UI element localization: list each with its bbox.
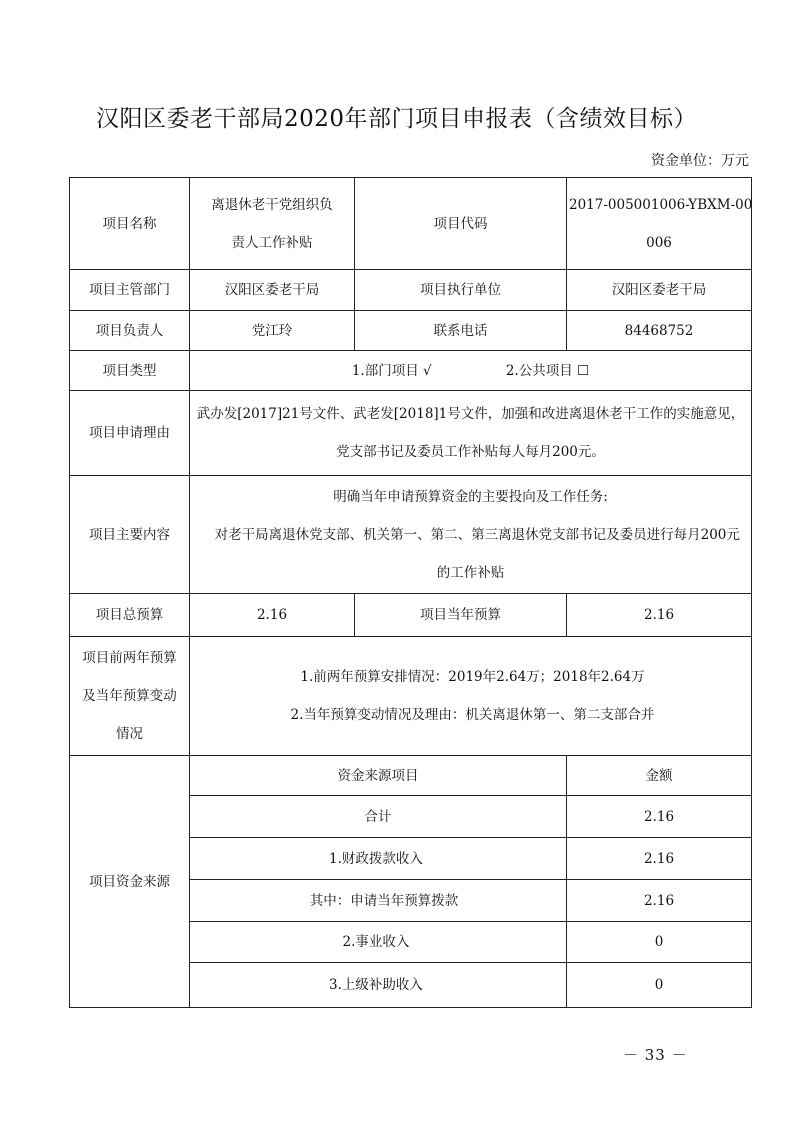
dept-value: 汉阳区委老干局 bbox=[190, 270, 355, 311]
budget-change-line1: 1.前两年预算安排情况：2019年2.64万；2018年2.64万 bbox=[300, 669, 645, 685]
budget-change-label bbox=[70, 637, 190, 756]
content-line2: 对老干局离退休党支部、机关第一、第二、第三离退休党支部书记及委员进行每月200元的工作补贴 bbox=[214, 526, 740, 581]
budget-change-label-line1: 项目前两年预算 bbox=[82, 650, 177, 666]
year-budget-label: 项目当年预算 bbox=[355, 594, 567, 637]
reason-text: 武办发[2017]21号文件、武老发[2018]1号文件，加强和改进离退休老干工作的实施意见，党支部书记及委员工作补贴每人每月200元。 bbox=[190, 391, 752, 476]
table-row bbox=[70, 391, 752, 476]
budget-change-text bbox=[190, 637, 752, 756]
reason-label: 项目申请理由 bbox=[70, 391, 190, 476]
phone-value: 84468752 bbox=[567, 311, 752, 351]
project-name-value bbox=[190, 178, 355, 270]
project-code-label: 项目代码 bbox=[355, 178, 567, 270]
funding-item-name: 2.事业收入 bbox=[190, 922, 567, 963]
budget-change-label-line3: 情况 bbox=[116, 726, 143, 742]
funding-item-name: 3.上级补助收入 bbox=[190, 963, 567, 1008]
funding-item-amount: 2.16 bbox=[567, 796, 752, 838]
total-budget-value: 2.16 bbox=[190, 594, 355, 637]
funding-item-amount: 0 bbox=[567, 922, 752, 963]
project-type-label: 项目类型 bbox=[70, 351, 190, 391]
table-row bbox=[70, 311, 752, 351]
funding-item-amount: 2.16 bbox=[567, 880, 752, 922]
owner-label: 项目负责人 bbox=[70, 311, 190, 351]
exec-unit-label: 项目执行单位 bbox=[355, 270, 567, 311]
funding-item-name: 1.财政拨款收入 bbox=[190, 838, 567, 880]
content-label: 项目主要内容 bbox=[70, 476, 190, 594]
budget-change-line2: 2.当年预算变动情况及理由：机关离退休第一、第二支部合并 bbox=[290, 707, 655, 723]
project-name-line2: 责人工作补贴 bbox=[231, 234, 313, 251]
table-row bbox=[70, 351, 752, 391]
page-number: － 33 － bbox=[623, 1046, 688, 1064]
project-application-table bbox=[69, 177, 752, 1008]
owner-value: 党江玲 bbox=[190, 311, 355, 351]
funding-col-amount-header: 金额 bbox=[567, 756, 752, 796]
type-option-public: 2.公共项目 ☐ bbox=[505, 362, 590, 379]
project-code-value bbox=[567, 178, 752, 270]
funding-item-amount: 2.16 bbox=[567, 838, 752, 880]
funding-item-name: 合计 bbox=[190, 796, 567, 838]
content-line1: 明确当年申请预算资金的主要投向及工作任务: bbox=[333, 488, 608, 505]
budget-change-label-line2: 及当年预算变动 bbox=[82, 688, 177, 704]
total-budget-label: 项目总预算 bbox=[70, 594, 190, 637]
project-code-line2: 006 bbox=[646, 234, 672, 251]
table-row bbox=[70, 594, 752, 637]
project-name-label: 项目名称 bbox=[70, 178, 190, 270]
page-title: 汉阳区委老干部局2020年部门项目申报表（含绩效目标） bbox=[95, 106, 698, 132]
table-row bbox=[70, 637, 752, 756]
table-row bbox=[70, 178, 752, 270]
currency-unit: 资金单位：万元 bbox=[651, 153, 749, 169]
funding-item-amount: 0 bbox=[567, 963, 752, 1008]
content-text bbox=[190, 476, 752, 594]
table-row bbox=[70, 476, 752, 594]
table-row bbox=[70, 270, 752, 311]
project-type-value bbox=[190, 351, 752, 391]
dept-label: 项目主管部门 bbox=[70, 270, 190, 311]
table-row bbox=[70, 756, 752, 796]
type-option-dept: 1.部门项目 √ bbox=[351, 362, 432, 379]
funding-item-name: 其中：申请当年预算拨款 bbox=[190, 880, 567, 922]
phone-label: 联系电话 bbox=[355, 311, 567, 351]
exec-unit-value: 汉阳区委老干局 bbox=[567, 270, 752, 311]
project-name-line1: 离退休老干党组织负 bbox=[211, 196, 333, 213]
project-code-line1: 2017-005001006-YBXM-00 bbox=[569, 196, 753, 213]
funding-source-label: 项目资金来源 bbox=[70, 756, 190, 1008]
funding-col-source-header: 资金来源项目 bbox=[190, 756, 567, 796]
year-budget-value: 2.16 bbox=[567, 594, 752, 637]
